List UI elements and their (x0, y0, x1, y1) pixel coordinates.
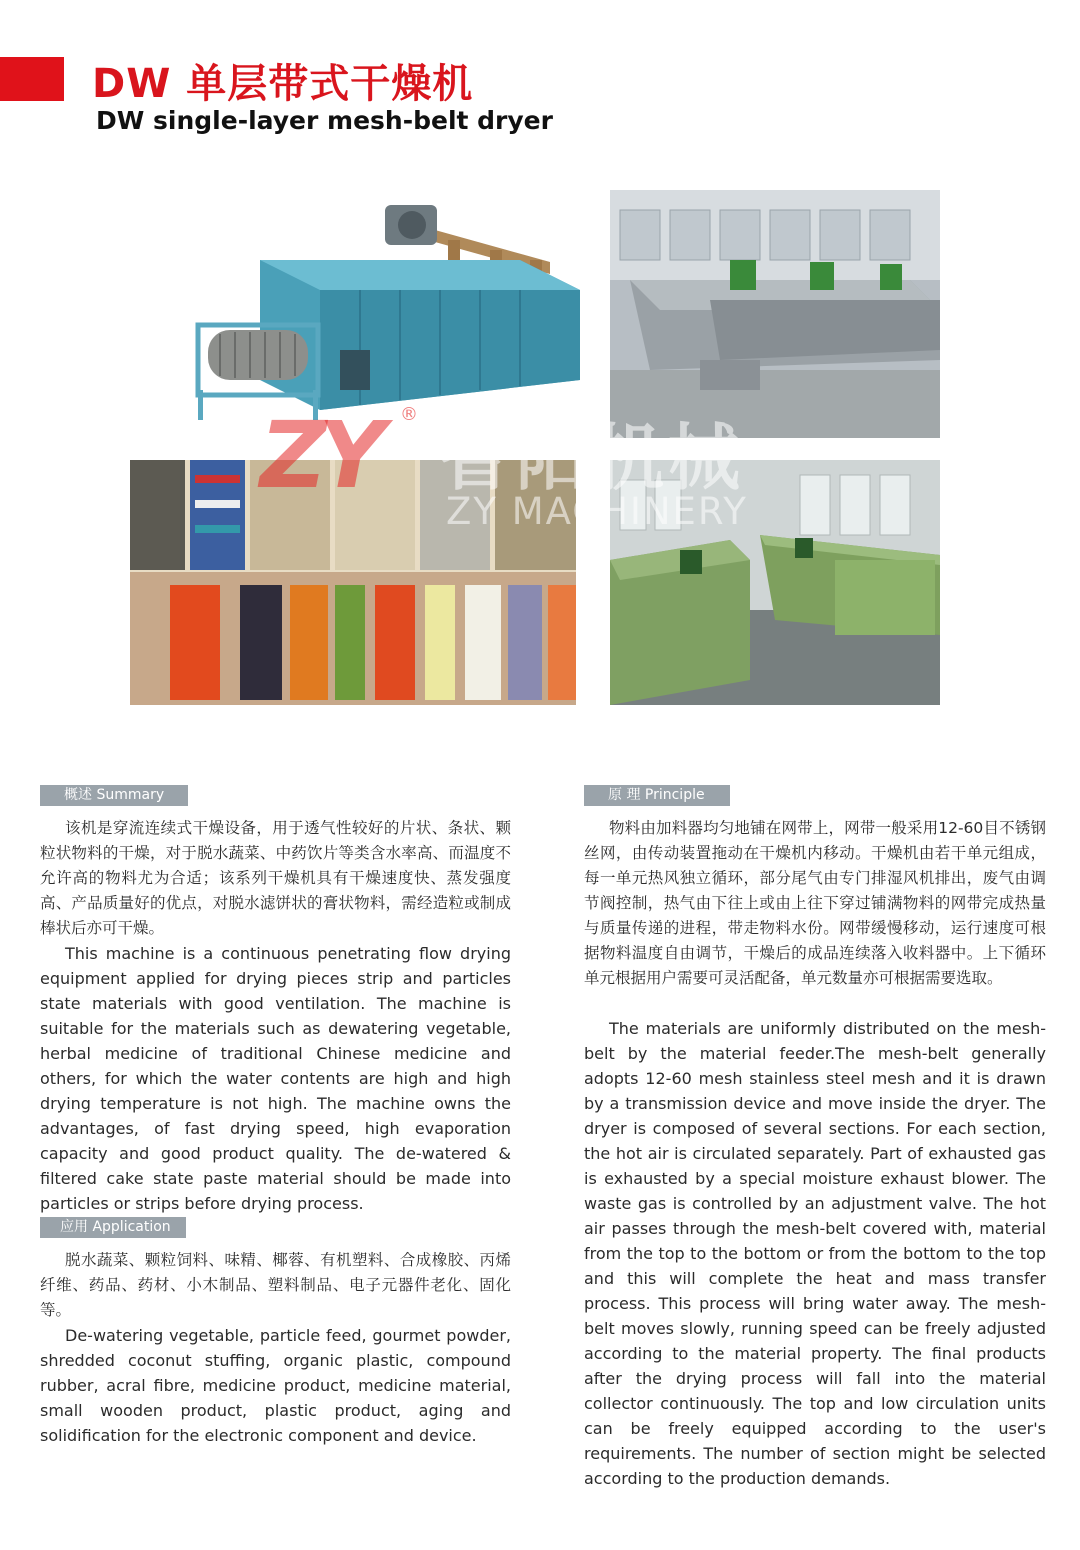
factory-dryers-photo-2 (610, 460, 940, 705)
page-title-en: DW single-layer mesh-belt dryer (96, 106, 553, 135)
summary-text-en: This machine is a continuous penetrating flow drying equipment applied for drying pieces strip and particles state materials with good ventilation. The machine is suitable for the materials such as dewatering vegetable, herbal medicine of traditional Chinese medicine and others, for which the water contents are high and high drying temperature is not high. The machine owns the advantages, of fast drying speed, high evaporation capacity and good product quality. The de-watered & filtered cake state paste material should be made into particles or strips before drying process. (40, 944, 511, 1213)
principle-text-cn: 物料由加料器均匀地铺在网带上，网带一般采用12-60目不锈钢丝网，由传动装置拖动在干燥机内移动。干燥机由若干单元组成，每一单元热风独立循环，部分尾气由专门排湿风机排出，废气由调节阀控制，热气由下往上或由上往下穿过铺满物料的网带完成热量与质量传递的进程，带走物料水份。网带缓慢移动，运行速度可根据物料温度自由调节，干燥后的成品连续落入收料器中。上下循环单元根据用户需要可灵活配备，单元数量亦可根据需要选取。 (584, 819, 1046, 987)
watermark-name-cn: 智阳机械 (440, 416, 745, 500)
dried-materials-photo (130, 460, 576, 705)
factory-dryers-photo-1 (610, 190, 940, 438)
application-text-cn: 脱水蔬菜、颗粒饲料、味精、椰蓉、有机塑料、合成橡胶、丙烯纤维、药品、药材、小木制品、塑料制品、电子元器件老化、固化等。 (40, 1251, 511, 1319)
page-title-cn: DW 单层带式干燥机 (92, 61, 474, 107)
section-label-summary: 概述 Summary (40, 785, 188, 806)
watermark-name-en: ZY MACHINERY (446, 490, 748, 533)
summary-text-cn: 该机是穿流连续式干燥设备，用于透气性较好的片状、条状、颗粒状物料的干燥，对于脱水蔬菜、中药饮片等类含水率高、而温度不允许高的物料尤为合适；该系列干燥机具有干燥速度快、蒸发强度高、产品质量好的优点，对脱水滤饼状的膏状物料，需经造粒或制成棒状后亦可干燥。 (40, 819, 511, 937)
section-label-application: 应用 Application (40, 1217, 186, 1238)
zy-logo: ZY (260, 402, 378, 509)
application-text-en: De-watering vegetable, particle feed, gourmet powder, shredded coconut stuffing, organic plastic, compound rubber, acral fibre, medicine product, medicine material, small wooden product, plastic product, aging and solidification for the electronic component and device. (40, 1326, 511, 1445)
registered-mark: ® (400, 404, 418, 425)
dryer-machine-photo (190, 190, 582, 424)
section-label-principle: 原 理 Principle (584, 785, 730, 806)
principle-text-en: The materials are uniformly distributed on the mesh-belt by the material feeder.The mesh-belt generally adopts 12-60 mesh stainless steel mesh and it is drawn by a transmission device and move inside the dryer. The dryer is composed of several sections. For each section, the hot air is circulated separately. Part of exhausted gas is exhausted by a special moisture exhaust blower. The waste gas is controlled by an adjustment valve. The hot air passes through the mesh-belt covered with, material from the top to the bottom or from the bottom to the top and this will complete the heat and mass transfer process. This process will bring water away. The mesh-belt moves slowly, running speed can be freely adjusted according to the material property. The final products after the drying process will fall into the material collector continuously. The top and low circulation units can be freely equipped according to the user's requirements. The number of section might be selected according to the production demands. (584, 1019, 1046, 1488)
accent-bar (0, 57, 64, 101)
